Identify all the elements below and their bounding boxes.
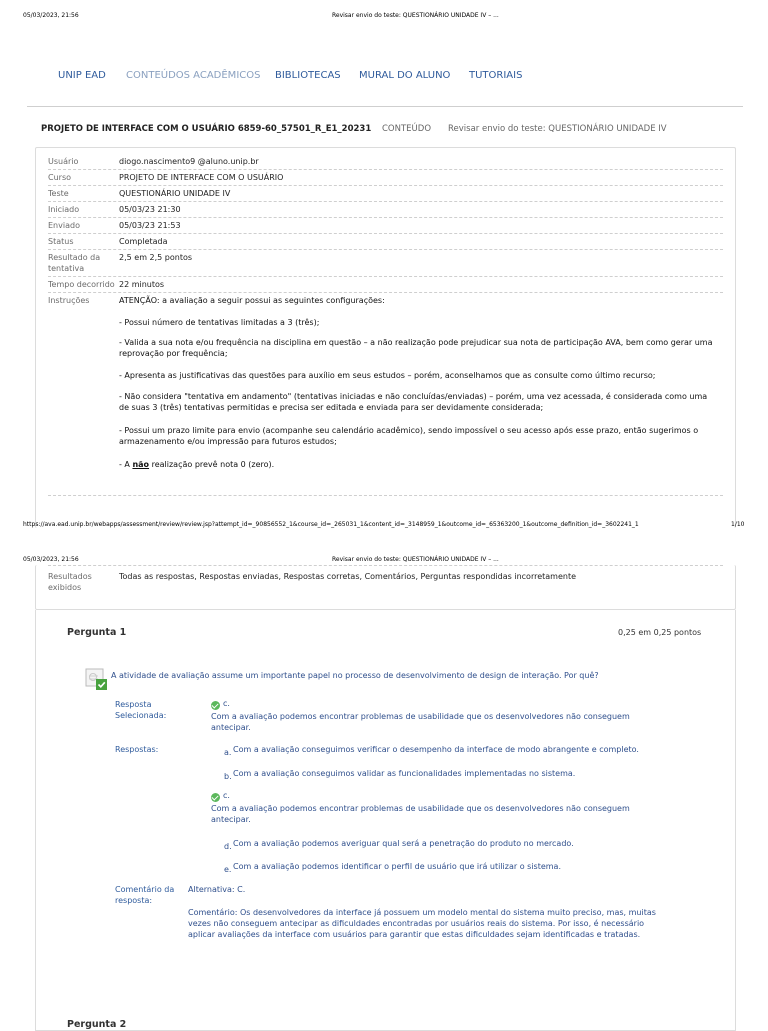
answer-b-text: Com a avaliação conseguimos validar as funcionalidades implementadas no sistema. <box>233 769 576 778</box>
instruction-3: - Apresenta as justificativas das questões para auxílio em seus estudos – porém, aconselhamos que as consulte como último recurso; <box>119 371 656 380</box>
answer-comment-label: Comentário da resposta: <box>115 885 175 905</box>
selected-answer-text: Com a avaliação podemos encontrar problemas de usabilidade que os desenvolvedores não conseguem antecipar. <box>211 712 630 732</box>
answer-comment-alternative: Alternativa: C. <box>188 885 246 894</box>
question-text: A atividade de avaliação assume um importante papel no processo de desenvolvimento de design de interação. Por quê? <box>111 671 599 680</box>
detail-row-teste: Teste QUESTIONÁRIO UNIDADE IV <box>48 186 723 202</box>
detail-row-enviado: Enviado 05/03/23 21:53 <box>48 218 723 234</box>
answer-a-text: Com a avaliação conseguimos verificar o desempenho da interface de modo abrangente e completo. <box>233 745 639 754</box>
instruction-4b: de suas 3 (três) tentativas permitidas e precisa ser editada e enviada para ser devidamente considerada; <box>119 403 544 412</box>
instruction-1: - Possui número de tentativas limitadas a 3 (três); <box>119 318 320 327</box>
detail-row-resultado: Resultado da tentativa 2,5 em 2,5 pontos <box>48 250 723 277</box>
print-header <box>0 12 768 26</box>
instruction-5a: - Possui um prazo limite para envio (acompanhe seu calendário acadêmico), sendo impossível o seu acesso após esse prazo, então sugerimos o <box>119 426 699 435</box>
question-title: Pergunta 1 <box>67 627 127 638</box>
answer-e-letter: e. <box>224 865 232 874</box>
detail-row-tempo: Tempo decorrido 22 minutos <box>48 277 723 293</box>
nav-conteudos-academicos[interactable]: CONTEÚDOS ACADÊMICOS <box>126 70 261 81</box>
breadcrumb-section[interactable]: CONTEÚDO <box>382 124 432 134</box>
detail-row-status: Status Completada <box>48 234 723 250</box>
nav-divider <box>27 106 743 107</box>
detail-row-usuario: Usuário diogo.nascimento9 @aluno.unip.br <box>48 154 723 170</box>
nav-tutoriais[interactable]: TUTORIAIS <box>469 70 523 81</box>
instruction-2a: - Valida a sua nota e/ou frequência na disciplina em questão – a não realização pode prejudicar sua nota de participação AVA, bem como gerar uma <box>119 338 713 347</box>
breadcrumb-current: Revisar envio do teste: QUESTIONÁRIO UNIDADE IV <box>448 124 667 134</box>
next-question-title: Pergunta 2 <box>67 1019 127 1030</box>
detail-row-resultados-exibidos: Resultados exibidos Todas as respostas, Respostas enviadas, Respostas corretas, Comentários, Perguntas respondidas incorretamente <box>48 572 577 592</box>
answers-label: Respostas: <box>115 745 159 754</box>
print-url: https://ava.ead.unip.br/webapps/assessment/review/review.jsp?attempt_id=_90856552_1&course_id=_265031_1&content_id=_3148959_1&outcome_id=_65363200_1&outcome_definition_id=_3602241_1 <box>23 521 639 528</box>
answer-c-letter: c. <box>223 791 230 800</box>
print-date: 05/03/2023, 21:56 <box>23 12 79 19</box>
attempt-details-panel <box>35 147 736 528</box>
nav-mural-do-aluno[interactable]: MURAL DO ALUNO <box>359 70 451 81</box>
answer-e-text: Com a avaliação podemos identificar o perfil de usuário que irá utilizar o sistema. <box>233 862 561 871</box>
question-score: 0,25 em 0,25 pontos <box>618 628 702 637</box>
selected-correct-check-icon <box>211 701 220 710</box>
selected-answer-label: Resposta Selecionada: <box>115 700 167 720</box>
print-title-2: Revisar envio do teste: QUESTIONÁRIO UNIDADE IV – ... <box>332 556 499 563</box>
print-title: Revisar envio do teste: QUESTIONÁRIO UNIDADE IV – ... <box>332 12 499 19</box>
answer-b-letter: b. <box>224 772 232 781</box>
answer-c-text: Com a avaliação podemos encontrar problemas de usabilidade que os desenvolvedores não conseguem antecipar. <box>211 804 630 824</box>
instruction-4a: - Não considera "tentativa em andamento" (tentativas iniciadas e não concluídas/enviadas) – porém, uma vez acessada, é considerada como uma <box>119 392 708 401</box>
nav-bibliotecas[interactable]: BIBLIOTECAS <box>275 70 341 81</box>
nav-unip-ead[interactable]: UNIP EAD <box>58 70 106 81</box>
instruction-5b: armazenamento e/ou impressão para futuros estudos; <box>119 437 337 446</box>
instruction-6: - A não realização prevê nota 0 (zero). <box>119 460 275 469</box>
correct-question-icon <box>85 668 107 690</box>
answer-a-letter: a. <box>224 748 232 757</box>
selected-answer-letter: c. <box>223 699 230 708</box>
print-date-2: 05/03/2023, 21:56 <box>23 556 79 563</box>
detail-row-iniciado: Iniciado 05/03/23 21:30 <box>48 202 723 218</box>
attempt-details-panel-continued <box>35 565 736 610</box>
answer-d-text: Com a avaliação podemos averiguar qual será a penetração do produto no mercado. <box>233 839 574 848</box>
detail-row-instrucoes: Instruções <box>48 293 723 496</box>
answer-c-correct-check-icon <box>211 793 220 802</box>
answer-d-letter: d. <box>224 842 232 851</box>
answer-comment-text: Comentário: Os desenvolvedores da interface já possuem um modelo mental do sistema muito preciso, mas, muitas vezes não conseguem antecipar as dificuldades encontradas por usuários reais do sistema. Por isso, é necessário aplicar avaliações da interface com usuários para garantir que estas dificuldades sejam identificadas e tratadas. <box>188 908 656 939</box>
print-page-number: 1/10 <box>731 521 745 528</box>
instruction-intro: ATENÇÃO: a avaliação a seguir possui as seguintes configurações: <box>119 296 385 305</box>
breadcrumb-course[interactable]: PROJETO DE INTERFACE COM O USUÁRIO 6859-60_57501_R_E1_20231 <box>41 124 372 134</box>
breadcrumb <box>41 124 667 134</box>
detail-row-curso: Curso PROJETO DE INTERFACE COM O USUÁRIO <box>48 170 723 186</box>
instruction-2b: reprovação por frequência; <box>119 349 228 358</box>
